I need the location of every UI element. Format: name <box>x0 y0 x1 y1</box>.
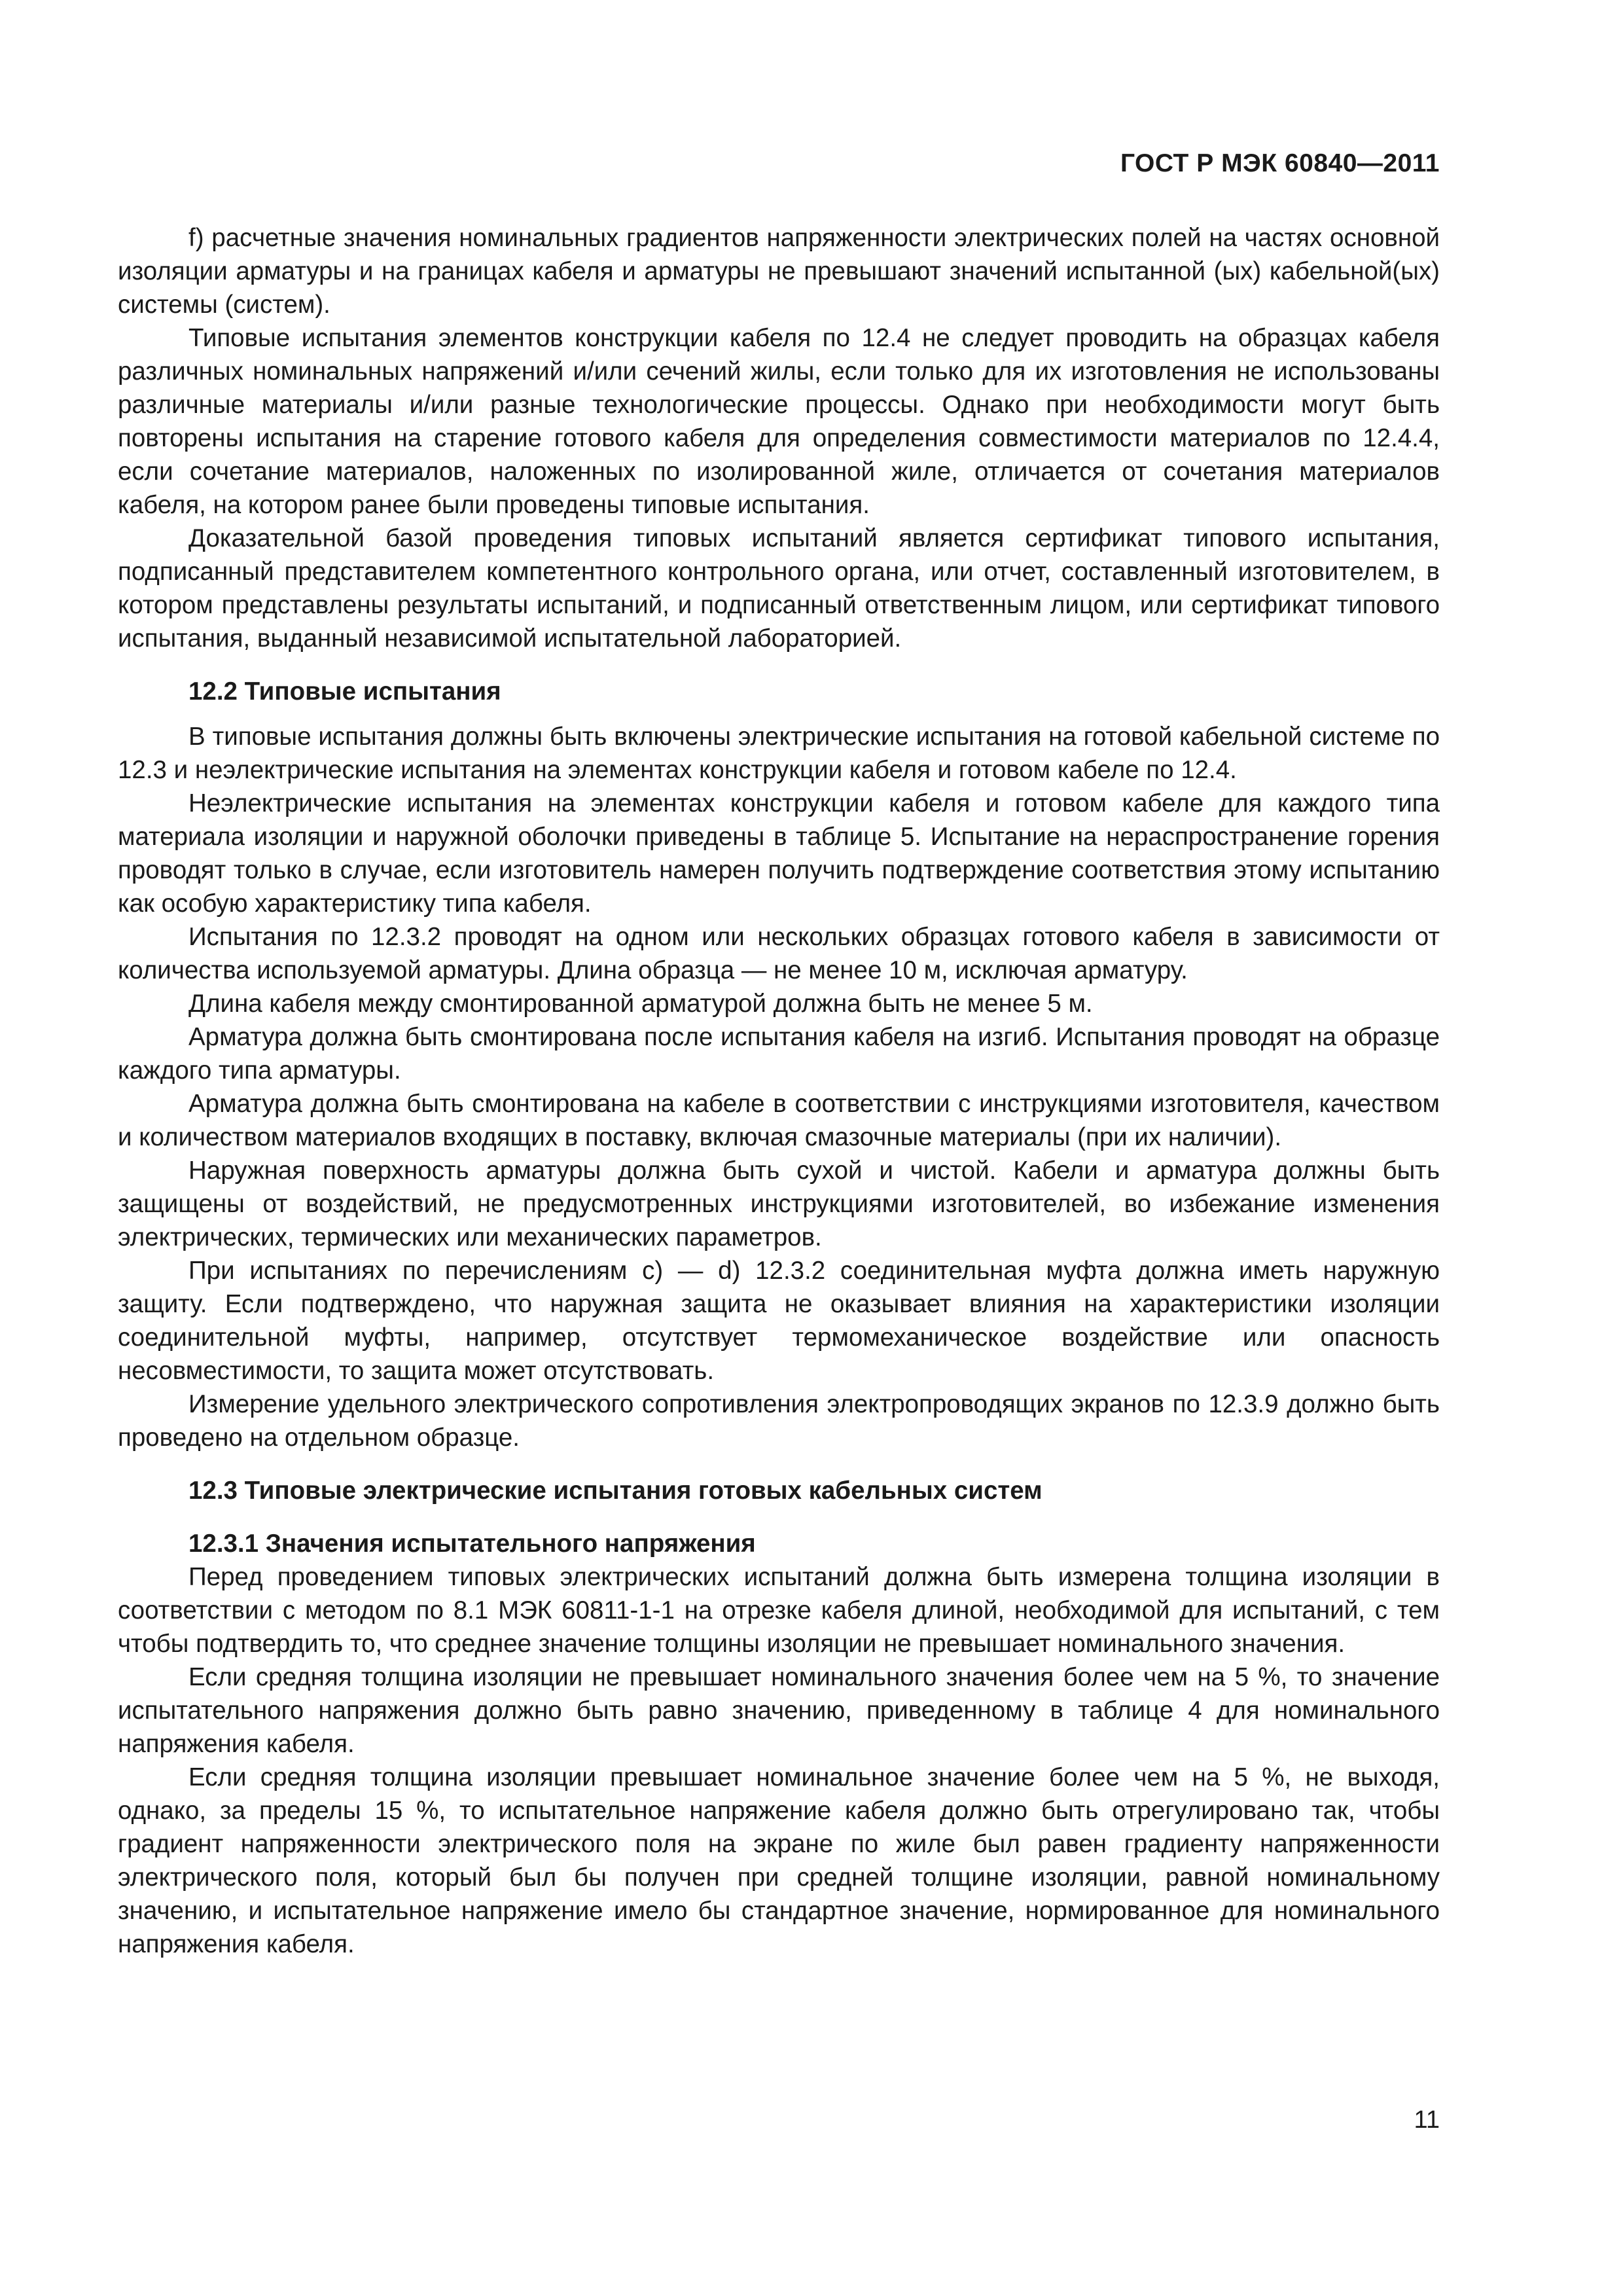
page-number: 11 <box>1414 2106 1440 2134</box>
paragraph: Доказательной базой проведения типовых испытаний является сертификат типового испытания, подписанный представителем компетентного контрольного органа, или отчет, составленный изготовителем, в котором представлены результаты испытаний, и подписанный ответственным лицом, или сертификат типового испытания, выданный независимой испытательной лабораторией. <box>118 524 1440 653</box>
paragraph: Арматура должна быть смонтирована на кабеле в соответствии с инструкциями изготовителя, качеством и количеством материалов входящих в поставку, включая смазочные материалы (при их наличии). <box>118 1090 1440 1151</box>
document-page <box>118 0 1440 2296</box>
paragraph: Неэлектрические испытания на элементах конструкции кабеля и готовом кабеле для каждого типа материала изоляции и наружной оболочки приведены в таблице 5. Испытание на нераспространение горения проводят только в случае, если изготовитель намерен получить подтверждение соответствия этому испытанию как особую характеристику типа кабеля. <box>118 789 1440 918</box>
paragraph: f) расчетные значения номинальных градиентов напряженности электрических полей на частях основной изоляции арматуры и на границах кабеля и арматуры не превышают значений испытанной (ых) кабельной(ых) системы (систем). <box>118 224 1440 319</box>
section-heading-12-3-1: 12.3.1 Значения испытательного напряжения <box>188 1530 756 1558</box>
document-body <box>118 221 1440 1961</box>
section-heading-12-2: 12.2 Типовые испытания <box>188 677 501 706</box>
paragraph: Типовые испытания элементов конструкции кабеля по 12.4 не следует проводить на образцах кабеля различных номинальных напряжений и/или сечений жилы, если только для их изготовления не использованы различные материалы и/или разные технологические процессы. Однако при необходимости могут быть повторены испытания на старение готового кабеля для определения совместимости материалов по 12.4.4, если сочетание материалов, наложенных по изолированной жиле, отличается от сочетания материалов кабеля, на котором ранее были проведены типовые испытания. <box>118 324 1440 519</box>
document-header: ГОСТ Р МЭК 60840—2011 <box>1120 149 1440 177</box>
paragraph: Испытания по 12.3.2 проводят на одном или нескольких образцах готового кабеля в зависимости от количества используемой арматуры. Длина образца — не менее 10 м, исключая арматуру. <box>118 923 1440 984</box>
paragraph: Длина кабеля между смонтированной арматурой должна быть не менее 5 м. <box>188 990 1093 1018</box>
paragraph: В типовые испытания должны быть включены электрические испытания на готовой кабельной системе по 12.3 и неэлектрические испытания на элементах конструкции кабеля и готовом кабеле по 12.4. <box>118 723 1440 784</box>
paragraph: Арматура должна быть смонтирована после испытания кабеля на изгиб. Испытания проводят на образце каждого типа арматуры. <box>118 1023 1440 1085</box>
paragraph: Если средняя толщина изоляции превышает номинальное значение более чем на 5 %, не выходя, однако, за пределы 15 %, то испытательное напряжение кабеля должно быть отрегулировано так, чтобы градиент напряженности электрического поля на экране по жиле был равен градиенту напряженности электрического поля, который был бы получен при средней толщине изоляции, равной номинальному значению, и испытательное напряжение имело бы стандартное значение, нормированное для номинального напряжения кабеля. <box>118 1763 1440 1958</box>
paragraph: Наружная поверхность арматуры должна быть сухой и чистой. Кабели и арматура должны быть защищены от воздействий, не предусмотренных инструкциями изготовителей, во избежание изменения электрических, термических или механических параметров. <box>118 1157 1440 1251</box>
paragraph: При испытаниях по перечислениям с) — d) 12.3.2 соединительная муфта должна иметь наружную защиту. Если подтверждено, что наружная защита не оказывает влияния на характеристики изоляции соединительной муфты, например, отсутствует термомеханическое воздействие или опасность несовместимости, то защита может отсутствовать. <box>118 1257 1440 1385</box>
section-heading-12-3: 12.3 Типовые электрические испытания готовых кабельных систем <box>188 1477 1043 1505</box>
paragraph: Измерение удельного электрического сопротивления электропроводящих экранов по 12.3.9 должно быть проведено на отдельном образце. <box>118 1390 1440 1452</box>
paragraph: Если средняя толщина изоляции не превышает номинального значения более чем на 5 %, то значение испытательного напряжения должно быть равно значению, приведенному в таблице 4 для номинального напряжения кабеля. <box>118 1663 1440 1758</box>
paragraph: Перед проведением типовых электрических испытаний должна быть измерена толщина изоляции в соответствии с методом по 8.1 МЭК 60811-1-1 на отрезке кабеля длиной, необходимой для испытаний, с тем чтобы подтвердить то, что среднее значение толщины изоляции не превышает номинального значения. <box>118 1563 1440 1658</box>
